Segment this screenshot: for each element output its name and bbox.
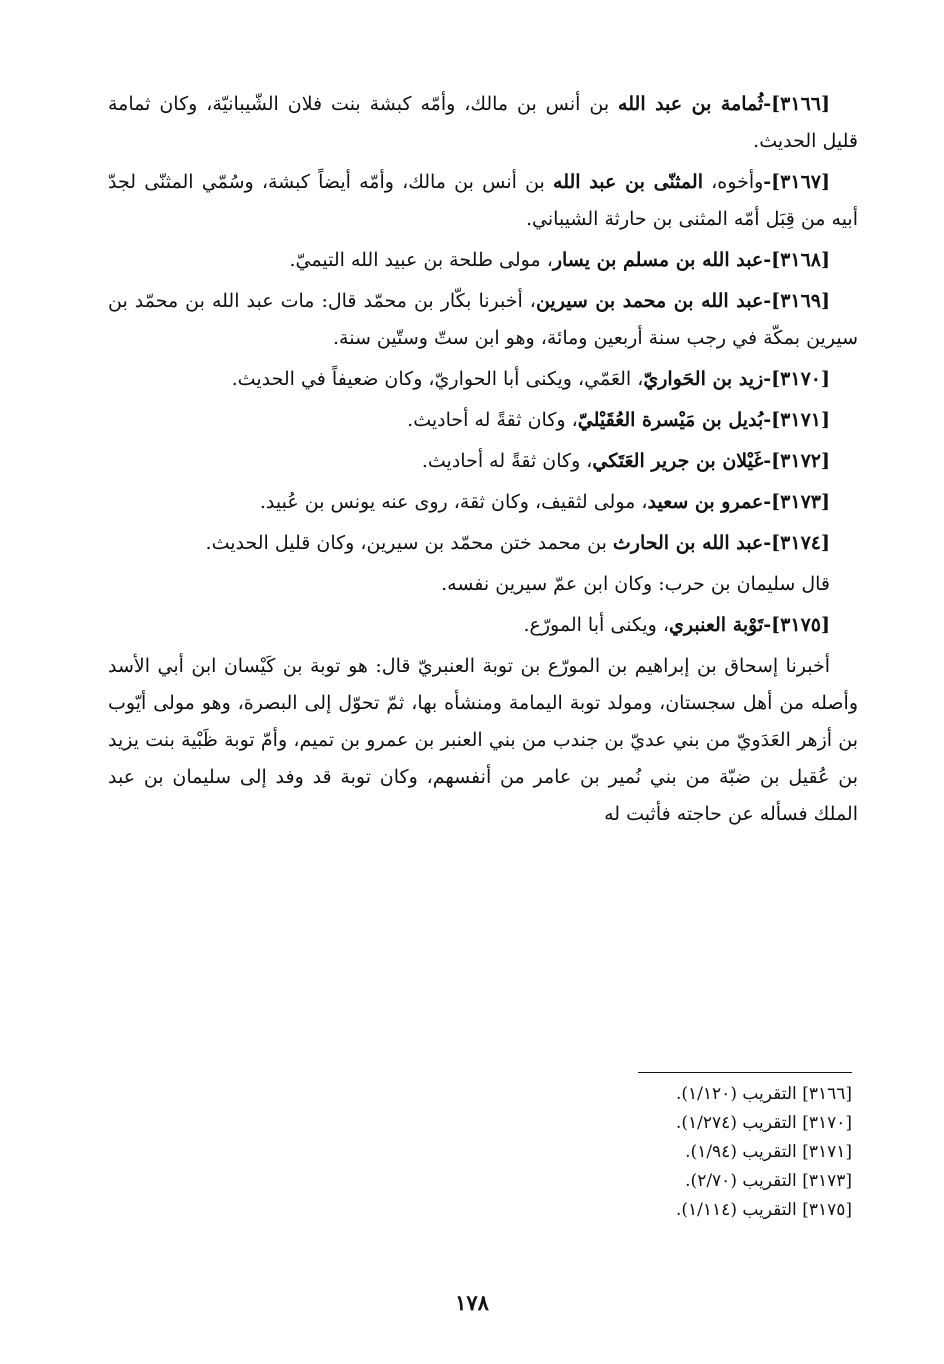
entry-name: ثُمامة بن عبد الله: [618, 93, 764, 115]
footnote-divider: [638, 1072, 852, 1073]
entry-3170: [108, 361, 858, 398]
entry-text: ، العَمّي، ويكنى أبا الحواريّ، وكان ضعيفاً في الحديث.: [231, 368, 644, 390]
entry-name: تَوْبة العنبري: [669, 614, 764, 636]
footnote-3171: [٣١٧١] التقريب (١/٩٤).: [685, 1142, 852, 1162]
entry-text: ، وكان ثقةً له أحاديث.: [421, 450, 593, 472]
entry-3167: [108, 164, 858, 238]
note-line: قال سليمان بن حرب: وكان ابن عمّ سيرين نفسه.: [441, 573, 830, 595]
entry-number: [٣١٧٤]-: [763, 532, 830, 554]
entry-number: [٣١٧٢]-: [763, 450, 830, 472]
entry-prefix: وأخوه،: [702, 171, 764, 193]
entry-3169: [108, 283, 858, 357]
entry-number: [٣١٦٨]-: [763, 249, 830, 271]
entry-name: بُديل بن مَيْسرة العُقَيْليّ: [577, 409, 764, 431]
entry-name: عمرو بن سعيد: [647, 491, 764, 513]
entry-name: زيد بن الحَواريّ: [643, 368, 764, 390]
entry-text: ، مولى طلحة بن عبيد الله التيميّ.: [289, 249, 553, 271]
entry-3166: [108, 86, 858, 160]
entry-number: [٣١٧٥]-: [763, 614, 830, 636]
entry-3173: [108, 484, 858, 521]
entry-number: [٣١٧٣]-: [763, 491, 830, 513]
entry-text: ، أخبرنا بكّار بن محمّد قال: مات عبد الله بن محمّد بن سيرين بمكّة في رجب سنة أربعين ومائة، وهو ابن ستّ وستّين سنة.: [108, 290, 858, 349]
entry-number: [٣١٧٠]-: [763, 368, 830, 390]
biography-paragraph: أخبرنا إسحاق بن إبراهيم بن المورّع بن توبة العنبريّ قال: هو توبة بن كَيْسان ابن أبي الأسد وأصله من أهل سجستان، ومولد توبة اليمامة ومنشأه بها، ثمّ تحوّل إلى البصرة، وهو مولى أيّوب بن أزهر العَدَويّ من بني عديّ بن جندب من بني العنبر بن عمرو بن تميم، وأمّ توبة ظَبْية بنت يزيد بن عُقيل بن ضبّة من بني نُمير بن عامر من أنفسهم، وكان توبة قد وفد إلى سليمان بن عبد الملك فسأله عن حاجته فأثبت له: [108, 655, 858, 825]
entry-text: بن أنس بن مالك، وأمّه أيضاً كبشة، وسُمّي المثنّى لجدّ أبيه من قِبَل أمّه المثنى بن حارثة الشيباني.: [108, 171, 858, 230]
main-text: [108, 86, 858, 837]
entry-text: ، مولى لثقيف، وكان ثقة، روى عنه يونس بن عُبيد.: [259, 491, 648, 513]
footnote-3166: [٣١٦٦] التقريب (١/١٢٠).: [676, 1084, 852, 1104]
entry-text: ، ويكنى أبا المورّع.: [523, 614, 670, 636]
entry-name: عبد الله بن مسلم بن يسار: [552, 249, 764, 271]
entry-name: عبد الله بن الحارث: [612, 532, 764, 554]
entry-text: بن أنس بن مالك، وأمّه كبشة بنت فلان الشّيبانيّة، وكان ثمامة قليل الحديث.: [108, 93, 858, 152]
entry-number: [٣١٧١]-: [763, 409, 830, 431]
entry-3174: [108, 525, 858, 562]
page-number: ١٧٨: [455, 1290, 489, 1315]
entry-name: المثنّى بن عبد الله: [553, 171, 703, 193]
footnotes: [452, 1080, 852, 1225]
footnote-3173: [٣١٧٣] التقريب (٢/٧٠).: [685, 1171, 852, 1191]
entry-number: [٣١٦٩]-: [763, 290, 831, 312]
entry-text: بن محمد ختن محمّد بن سيرين، وكان قليل الحديث.: [205, 532, 613, 554]
entry-number: [٣١٦٧]-: [763, 171, 830, 193]
footnote-3170: [٣١٧٠] التقريب (١/٢٧٤).: [676, 1113, 852, 1133]
entry-name: غَيْلان بن جرير العَتَكي: [592, 450, 764, 472]
entry-3175: [108, 607, 858, 644]
entry-3172: [108, 443, 858, 480]
entry-text: ، وكان ثقةً له أحاديث.: [407, 409, 578, 431]
entry-number: [٣١٦٦]-: [763, 93, 830, 115]
entry-name: عبد الله بن محمد بن سيرين: [535, 290, 764, 312]
entry-3171: [108, 402, 858, 439]
entry-3168: [108, 242, 858, 279]
footnote-3175: [٣١٧٥] التقريب (١/١١٤).: [676, 1200, 852, 1220]
